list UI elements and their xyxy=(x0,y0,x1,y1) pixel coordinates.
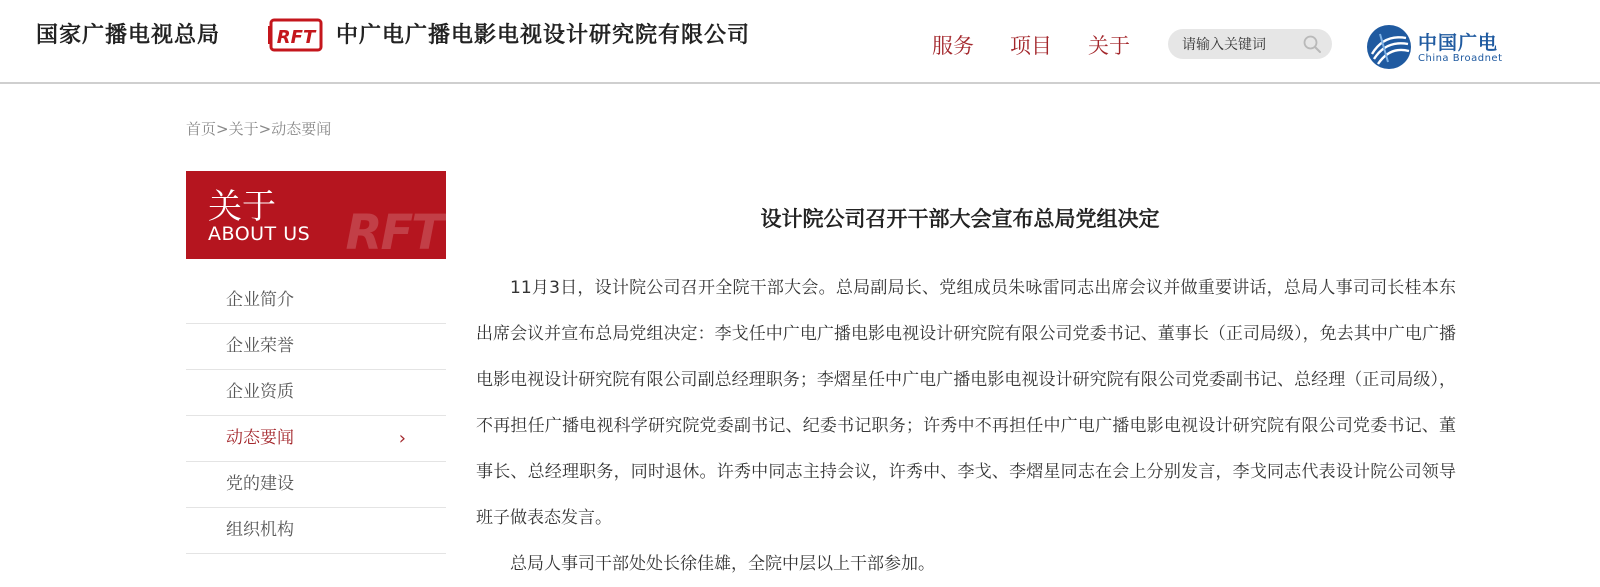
sidebar-item-honors[interactable] xyxy=(186,324,446,370)
sidebar-menu xyxy=(186,278,446,554)
partner-logo-en: China Broadnet xyxy=(1418,53,1503,64)
nav-services[interactable]: 服务 xyxy=(932,34,974,58)
site-header xyxy=(0,0,1600,84)
search-box xyxy=(1168,29,1332,59)
sidebar-watermark: RFT xyxy=(345,205,442,259)
sidebar-item-label: 党的建设 xyxy=(226,474,294,494)
partner-logo-cn: 中国广电 xyxy=(1418,32,1499,54)
article-paragraph: 总局人事司干部处处长徐佳雄，全院中层以上干部参加。 xyxy=(510,554,935,574)
rft-logo-text: RFT xyxy=(276,27,316,48)
breadcrumb-news[interactable]: 动态要闻 xyxy=(271,120,332,138)
sidebar-title: 关于 xyxy=(208,187,276,227)
sidebar-item-qualifications[interactable] xyxy=(186,370,446,416)
sidebar-item-label: 企业荣誉 xyxy=(226,336,294,356)
nav-about[interactable]: 关于 xyxy=(1088,34,1130,58)
nav-projects[interactable]: 项目 xyxy=(1010,34,1052,58)
search-input[interactable] xyxy=(1180,29,1302,61)
sidebar-subtitle: ABOUT US xyxy=(208,223,311,245)
sidebar-item-company-profile[interactable] xyxy=(186,278,446,324)
breadcrumb-separator: > xyxy=(258,120,272,138)
sidebar-item-label: 组织机构 xyxy=(226,520,294,540)
sidebar-item-news[interactable] xyxy=(186,416,446,462)
sidebar-item-label: 动态要闻 xyxy=(226,428,294,448)
china-broadnet-logo-icon[interactable] xyxy=(1366,24,1412,70)
rft-logo[interactable] xyxy=(268,18,324,52)
company-name[interactable]: 中广电广播电影电视设计研究院有限公司 xyxy=(336,23,751,48)
search-icon[interactable] xyxy=(1302,34,1322,54)
breadcrumb xyxy=(186,118,331,139)
article-paragraph: 11月3日，设计院公司召开全院干部大会。总局副局长、党组成员朱咏雷同志出席会议并做重要讲话，总局人事司司长桂本东出席会议并宣布总局党组决定：李戈任中广电广播电影电视设计研究院有限公司党委书记、董事长（正司局级），免去其中广电广播电影电视设计研究院有限公司副总经理职务；李熠星任中广电广播电影电视设计研究院有限公司党委副书记、总经理（正司局级），不再担任广播电视科学研究院党委副书记、纪委书记职务；许秀中不再担任中广电广播电影电视设计研究院有限公司党委书记、董事长、总经理职务，同时退休。许秀中同志主持会议，许秀中、李戈、李熠星同志在会上分别发言，李戈同志代表设计院公司领导班子做表态发言。 xyxy=(476,278,1456,528)
article-body xyxy=(476,265,1456,587)
chevron-right-icon: › xyxy=(398,428,406,449)
sidebar-item-label: 企业简介 xyxy=(226,290,294,310)
sidebar-item-party-building[interactable] xyxy=(186,462,446,508)
breadcrumb-separator: > xyxy=(216,120,229,138)
org-name[interactable]: 国家广播电视总局 xyxy=(36,23,221,48)
sidebar-item-label: 企业资质 xyxy=(226,382,294,402)
article-title: 设计院公司召开干部大会宣布总局党组决定 xyxy=(760,207,1160,231)
sidebar-item-organization[interactable] xyxy=(186,508,446,554)
sidebar-banner xyxy=(186,171,446,259)
breadcrumb-about[interactable]: 关于 xyxy=(228,120,259,138)
breadcrumb-home[interactable]: 首页 xyxy=(186,120,217,138)
